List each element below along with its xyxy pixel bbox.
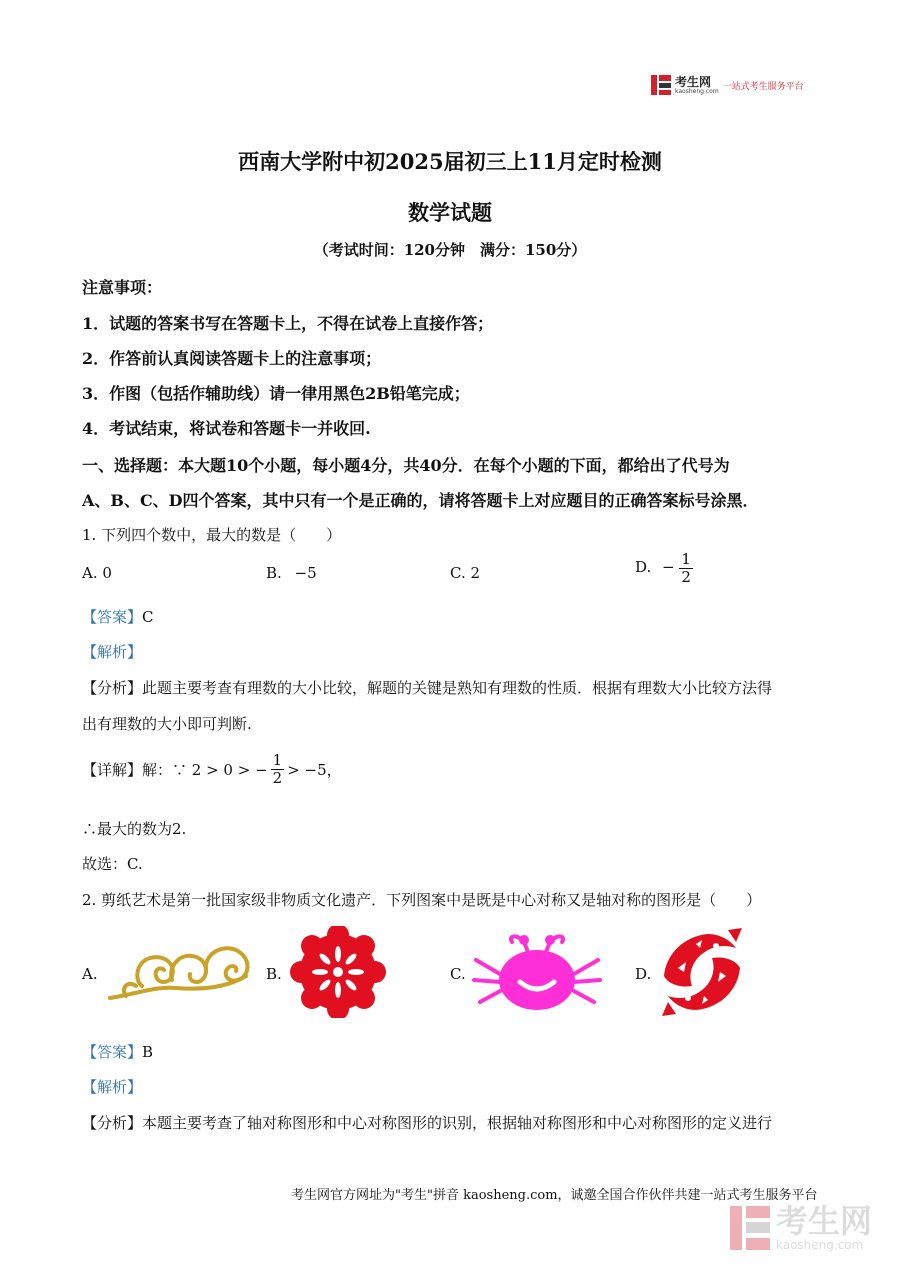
q1-choice: 故选：C.: [82, 855, 143, 873]
q2-option-d-label: D.: [635, 965, 652, 983]
analysis-tag: 【解析】: [82, 1078, 143, 1096]
fish-papercut-icon: [658, 926, 746, 1018]
fraction-numerator: 1: [681, 550, 691, 568]
q1-stem: 1. 下列四个数中，最大的数是（ ）: [82, 526, 342, 544]
header-logo: [651, 75, 804, 95]
q1-option-b-label: B.: [266, 564, 282, 582]
fenxi-tag: 【分析】: [82, 679, 143, 697]
fraction-denominator: 2: [681, 567, 691, 586]
watermark: [730, 1202, 873, 1252]
page-subtitle: 数学试题: [408, 200, 492, 225]
q1-option-d: [635, 551, 693, 585]
fenxi-text: 本题主要考查了轴对称图形和中心对称图形的识别，根据轴对称图形和中心对称图形的定义进行: [142, 1114, 773, 1132]
answer-tag: 【答案】: [82, 1043, 143, 1061]
answer-value: B: [142, 1043, 154, 1061]
q1-fenxi-1: [82, 677, 772, 698]
watermark-text: [776, 1202, 873, 1252]
section1-line1: 一、选择题：本大题10个小题，每小题4分，共40分．在每个小题的下面，都给出了代号为: [82, 456, 730, 475]
q1-option-a: A. 0: [82, 564, 112, 582]
answer-value: C: [142, 608, 154, 626]
watermark-url: kaosheng.com: [776, 1238, 864, 1252]
detail-post: > −5，: [287, 760, 342, 779]
q1-option-d-fraction: [679, 551, 693, 585]
logo-text: [675, 76, 719, 95]
fraction-denominator: 2: [272, 768, 283, 787]
q1-option-b-value: −5: [294, 564, 317, 582]
detail-tag: 【详解】: [82, 760, 143, 779]
exam-info: （考试时间：120分钟 满分：150分）: [313, 241, 587, 259]
logo-url: kaosheng.com: [675, 87, 719, 95]
watermark-logo-icon: [730, 1206, 770, 1250]
fraction-numerator: 1: [272, 751, 283, 769]
q2-option-b-label: B.: [266, 965, 282, 983]
q1-answer: [82, 606, 154, 627]
logo-name: 考生网: [675, 74, 712, 89]
q1-detail: [82, 752, 342, 786]
kaosheng-logo-icon: [651, 75, 671, 95]
note-item-1: 1．试题的答案书写在答题卡上，不得在试卷上直接作答；: [82, 314, 494, 333]
page-title: 西南大学附中初2025届初三上11月定时检测: [238, 149, 662, 174]
q1-option-b: [266, 564, 317, 582]
fenxi-tag: 【分析】: [82, 1114, 143, 1132]
q2-option-a-label: A.: [82, 965, 98, 983]
section1-line2: A、B、C、D四个答案，其中只有一个是正确的，请将答题卡上对应题目的正确答案标号涂黑．: [82, 491, 759, 510]
q2-stem: 2. 剪纸艺术是第一批国家级非物质文化遗产．下列图案中是既是中心对称又是轴对称的图形是（ ）: [82, 891, 762, 909]
analysis-tag: 【解析】: [82, 643, 143, 661]
note-item-3: 3．作图（包括作辅助线）请一律用黑色2B铅笔完成；: [82, 384, 470, 403]
footer-text: 考生网官方网址为"考生"拼音 kaosheng.com，诚邀全国合作伙伴共建一站式考生服务平台: [291, 1188, 818, 1203]
q1-option-c: C. 2: [450, 564, 481, 582]
q2-fenxi-1: [82, 1112, 772, 1133]
q1-option-d-label: D.: [635, 558, 652, 576]
detail-fraction: [271, 752, 285, 786]
answer-tag: 【答案】: [82, 608, 143, 626]
note-item-2: 2．作答前认真阅读答题卡上的注意事项；: [82, 349, 382, 368]
q2-option-c-label: C.: [450, 965, 466, 983]
note-item-4: 4．考试结束，将试卷和答题卡一并收回.: [82, 419, 371, 438]
logo-slogan: 一站式考生服务平台: [722, 81, 804, 92]
notes-heading: 注意事项：: [82, 278, 163, 297]
q2-answer: [82, 1041, 153, 1062]
q2-analysis-tag: [82, 1076, 142, 1097]
cloud-papercut-icon: [106, 940, 256, 1006]
q1-analysis-tag: [82, 641, 142, 662]
crab-papercut-icon: [472, 930, 602, 1014]
watermark-name: 考生网: [776, 1202, 873, 1240]
fenxi-text: 此题主要考查有理数的大小比较，解题的关键是熟知有理数的性质．根据有理数大小比较方法得: [142, 679, 773, 697]
flower-papercut-icon: [289, 926, 387, 1018]
q1-option-d-sign: −: [662, 558, 675, 576]
q1-conclusion: ∴最大的数为2.: [82, 820, 187, 838]
q1-fenxi-2: 出有理数的大小即可判断.: [82, 715, 252, 733]
detail-pre: 解：∵ 2 > 0 > −: [142, 760, 268, 779]
